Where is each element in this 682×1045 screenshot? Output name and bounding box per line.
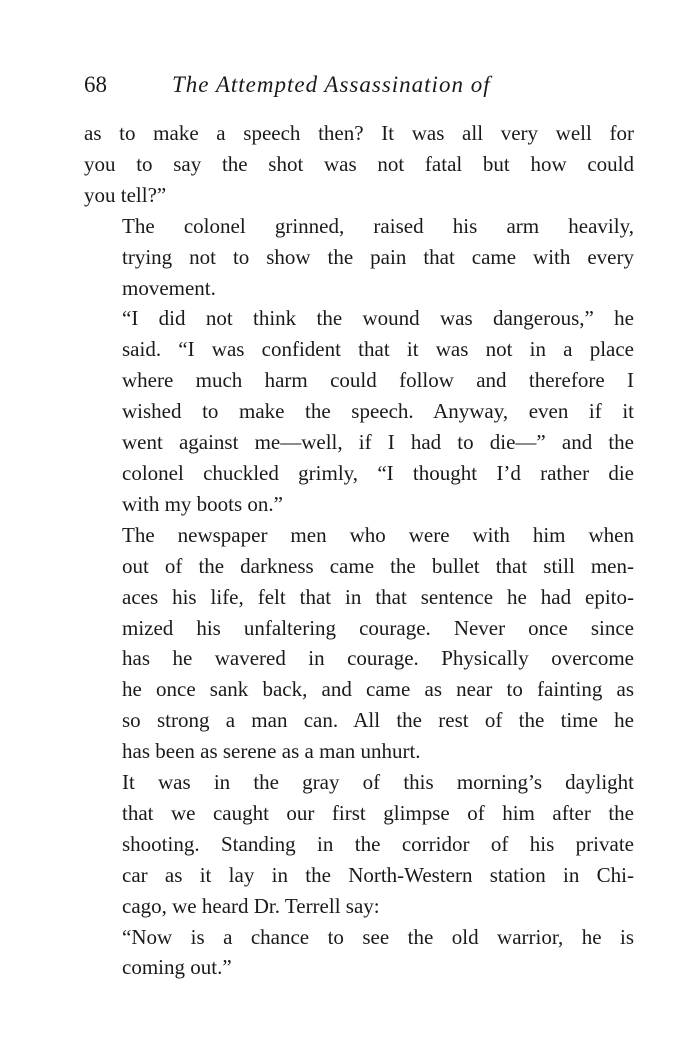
text-line: aces his life, felt that in that sentence he had epito-	[122, 584, 634, 609]
text-line: movement.	[122, 275, 216, 300]
text-line: “Now is a chance to see the old warrior, he is	[122, 924, 634, 949]
text-line: with my boots on.”	[122, 491, 283, 516]
text-line: out of the darkness came the bullet that still men-	[122, 553, 634, 578]
text-line: he once sank back, and came as near to fainting as	[122, 677, 634, 702]
page-number: 68	[84, 72, 107, 97]
text-line: you to say the shot was not fatal but how could	[84, 151, 634, 176]
paragraph	[84, 303, 634, 519]
text-line: coming out.”	[122, 955, 232, 980]
body-text	[84, 118, 634, 983]
running-title: The Attempted Assassination of	[172, 72, 491, 97]
paragraph	[84, 211, 634, 304]
text-line: The newspaper men who were with him when	[122, 522, 634, 547]
text-line: has been as serene as a man unhurt.	[122, 739, 421, 764]
text-line: shooting. Standing in the corridor of his private	[122, 831, 634, 856]
text-line: mized his unfaltering courage. Never once since	[122, 615, 634, 640]
text-line: you tell?”	[84, 182, 167, 207]
text-line: said. “I was confident that it was not in a place	[122, 337, 634, 362]
text-line: has he wavered in courage. Physically overcome	[122, 646, 634, 671]
text-line: that we caught our first glimpse of him after the	[122, 800, 634, 825]
text-line: colonel chuckled grimly, “I thought I’d rather die	[122, 460, 634, 485]
page-header	[84, 72, 644, 108]
text-line: car as it lay in the North-Western station in Chi-	[122, 862, 634, 887]
text-line: wished to make the speech. Anyway, even if it	[122, 399, 634, 424]
paragraph	[84, 922, 634, 984]
paragraph	[84, 767, 634, 922]
text-line: trying not to show the pain that came with every	[122, 244, 634, 269]
text-line: It was in the gray of this morning’s daylight	[122, 770, 634, 795]
text-line: “I did not think the wound was dangerous,” he	[122, 306, 634, 331]
paragraph	[84, 520, 634, 767]
text-line: went against me—well, if I had to die—” and the	[122, 430, 634, 455]
text-line: cago, we heard Dr. Terrell say:	[122, 893, 380, 918]
text-line: The colonel grinned, raised his arm heavily,	[122, 213, 634, 238]
text-line: where much harm could follow and therefore I	[122, 368, 634, 393]
paragraph	[84, 118, 634, 211]
text-line: as to make a speech then? It was all very well for	[84, 121, 634, 145]
text-line: so strong a man can. All the rest of the time he	[122, 708, 634, 733]
